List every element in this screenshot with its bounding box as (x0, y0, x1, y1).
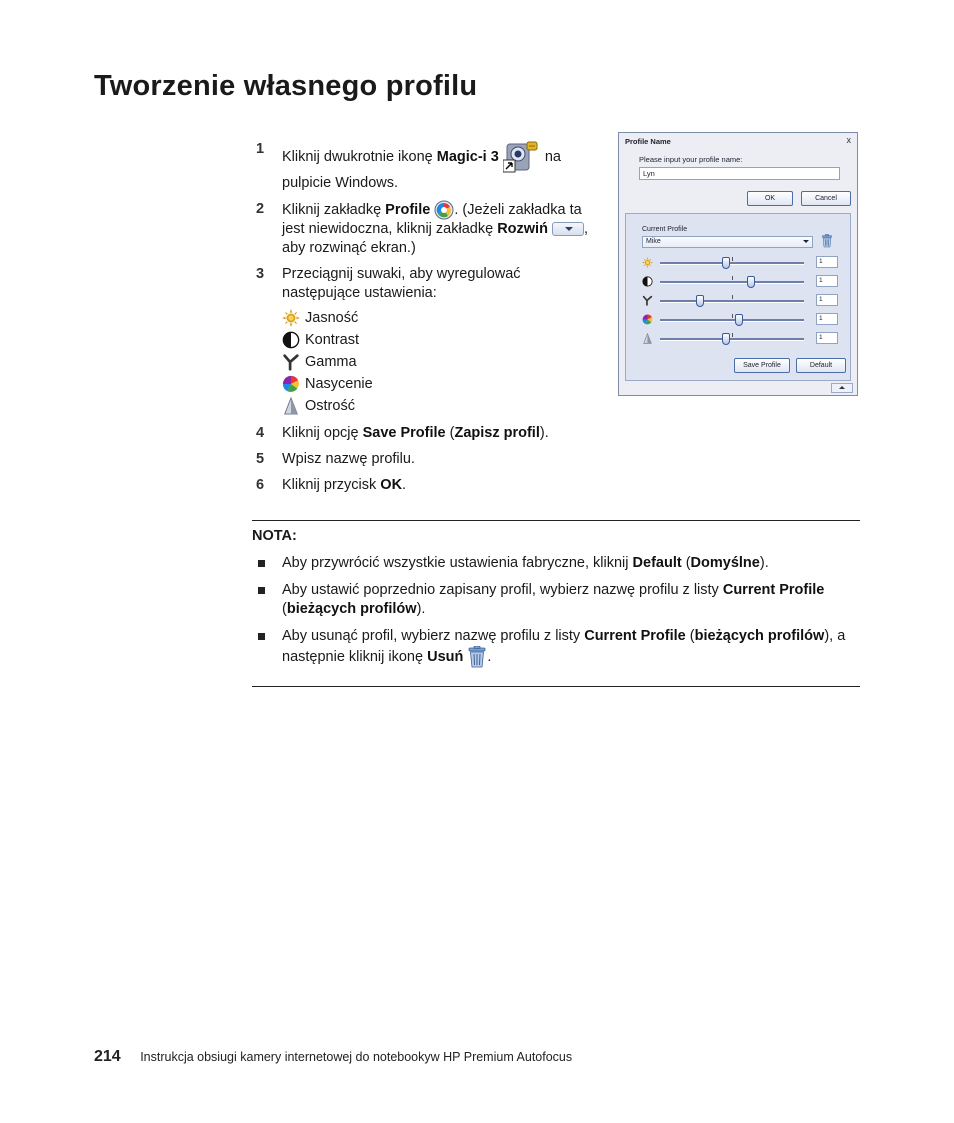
current-profile-value: Mike (646, 238, 661, 245)
chevron-down-icon (803, 240, 809, 243)
step-4 (256, 424, 596, 443)
slider-track[interactable] (660, 262, 804, 265)
slider-track[interactable] (660, 338, 804, 341)
step-text: ). (539, 425, 549, 441)
setting-label: Kontrast (305, 331, 359, 348)
page-number: 214 (94, 1048, 121, 1065)
step-bold: Magic-i 3 (436, 148, 499, 165)
slider-tick (732, 276, 733, 280)
step-1 (256, 140, 596, 193)
step-number: 3 (256, 266, 265, 282)
step-bold: Zapisz profil (454, 425, 540, 441)
step-text: ( (445, 425, 455, 441)
note-label: NOTA: (252, 528, 297, 544)
ok-button[interactable]: OK (747, 191, 793, 206)
slider-row (642, 313, 846, 327)
note-text: . (487, 648, 492, 665)
page-footer (94, 1048, 572, 1066)
note-bold: Domyślne (690, 555, 760, 571)
dialog-title: Profile Name (625, 137, 671, 146)
footer-text: Instrukcja obsiugi kamery internetowej do notebookyw HP Premium Autofocus (140, 1050, 573, 1064)
step-text: na pulpicie Windows. (282, 148, 561, 191)
note-text: ). (416, 601, 426, 617)
step-number: 4 (256, 425, 265, 441)
note-text: ( (681, 555, 691, 571)
current-profile-label: Current Profile (642, 226, 688, 233)
step-number: 1 (256, 141, 265, 157)
step-text: Kliknij dwukrotnie ikonę (282, 148, 437, 165)
step-2 (256, 200, 596, 258)
contrast-icon (642, 276, 653, 287)
note-text: ), a następnie kliknij ikonę (282, 628, 846, 665)
slider-tick (732, 333, 733, 337)
step-number: 2 (256, 201, 265, 217)
profile-name-input[interactable]: Lyn (639, 167, 840, 180)
bullet-icon (258, 587, 265, 594)
note-bold: bieżących profilów (694, 628, 825, 644)
settings-list (282, 307, 596, 417)
note-box (252, 520, 860, 687)
setting-label: Jasność (305, 309, 359, 326)
expand-icon (552, 222, 584, 236)
slider-track[interactable] (660, 300, 804, 303)
slider-row (642, 332, 846, 346)
saturation-icon (282, 375, 300, 393)
setting-item (282, 307, 596, 329)
slider-value-input[interactable]: 1 (816, 294, 838, 306)
step-text: Przeciągnij suwaki, aby wyregulować następujące ustawienia: (282, 266, 521, 301)
profile-panel (625, 213, 851, 381)
note-text: ( (685, 628, 695, 644)
slider-handle[interactable] (722, 333, 730, 345)
brightness-icon (642, 257, 653, 268)
slider-tick (732, 295, 733, 299)
cancel-button[interactable]: Cancel (801, 191, 851, 206)
slider-tick (732, 314, 733, 318)
note-bold: Current Profile (722, 582, 825, 598)
trash-icon[interactable] (821, 234, 833, 248)
slider-value-input[interactable]: 1 (816, 275, 838, 287)
saturation-icon (642, 314, 653, 325)
slider-track[interactable] (660, 319, 804, 322)
steps-list (256, 140, 596, 502)
step-bold: OK (380, 477, 403, 493)
setting-item (282, 373, 596, 395)
note-text: Aby ustawić poprzednio zapisany profil, wybierz nazwę profilu z listy (282, 582, 723, 598)
step-3 (256, 265, 596, 417)
gamma-icon (282, 353, 300, 371)
contrast-icon (282, 331, 300, 349)
default-button[interactable]: Default (796, 358, 846, 373)
setting-label: Ostrość (305, 397, 355, 414)
slider-row (642, 275, 846, 289)
trash-icon (467, 646, 487, 668)
setting-label: Nasycenie (305, 375, 373, 392)
magic-i-webcam-icon (503, 140, 541, 174)
slider-row (642, 294, 846, 308)
setting-label: Gamma (305, 353, 357, 370)
page-title: Tworzenie własnego profilu (94, 70, 478, 102)
slider-tick (732, 257, 733, 261)
note-text: Aby przywrócić wszystkie ustawienia fabryczne, kliknij (282, 555, 633, 571)
brightness-icon (282, 309, 300, 327)
dialog-prompt: Please input your profile name: (639, 155, 743, 164)
close-icon[interactable]: x (846, 135, 851, 145)
step-text: . (402, 477, 407, 493)
note-text: ( (282, 601, 287, 617)
step-bold: Profile (385, 201, 431, 218)
sharpness-icon (642, 333, 653, 344)
step-text: . (Jeżeli zakładka ta jest niewidoczna, kliknij zakładkę (282, 201, 582, 237)
slider-value-input[interactable]: 1 (816, 313, 838, 325)
slider-row (642, 256, 846, 270)
slider-handle[interactable] (696, 295, 704, 307)
step-5 (256, 450, 596, 469)
note-item (252, 627, 860, 668)
step-text: Kliknij opcję (282, 425, 363, 441)
slider-handle[interactable] (735, 314, 743, 326)
step-text: Wpisz nazwę profilu. (282, 451, 415, 467)
save-profile-button[interactable]: Save Profile (734, 358, 790, 373)
sharpness-icon (282, 397, 300, 415)
step-6 (256, 476, 596, 495)
profile-name-dialog (618, 132, 858, 396)
note-bold: Usuń (427, 648, 464, 665)
slider-handle[interactable] (722, 257, 730, 269)
collapse-icon[interactable] (831, 383, 853, 393)
note-bold: bieżących profilów (286, 601, 417, 617)
step-bold: Save Profile (362, 425, 446, 441)
slider-value-input[interactable]: 1 (816, 332, 838, 344)
step-text: Kliknij przycisk (282, 477, 381, 493)
setting-item (282, 395, 596, 417)
step-number: 6 (256, 477, 265, 493)
note-text: Aby usunąć profil, wybierz nazwę profilu z listy (282, 628, 585, 644)
slider-value-input[interactable]: 1 (816, 256, 838, 268)
step-text: Kliknij zakładkę (282, 201, 386, 218)
bullet-icon (258, 633, 265, 640)
setting-item (282, 329, 596, 351)
step-number: 5 (256, 451, 265, 467)
bullet-icon (258, 560, 265, 567)
note-bold: Current Profile (584, 628, 686, 644)
note-text: ). (759, 555, 769, 571)
note-item (252, 554, 860, 573)
note-bold: Default (632, 555, 682, 571)
step-bold: Rozwiń (497, 221, 548, 237)
setting-item (282, 351, 596, 373)
note-item (252, 581, 860, 619)
slider-track[interactable] (660, 281, 804, 284)
current-profile-select[interactable] (642, 236, 813, 248)
profile-tab-icon (434, 200, 454, 220)
gamma-icon (642, 295, 653, 306)
step-text: , aby rozwinąć ekran.) (282, 221, 588, 256)
slider-handle[interactable] (747, 276, 755, 288)
